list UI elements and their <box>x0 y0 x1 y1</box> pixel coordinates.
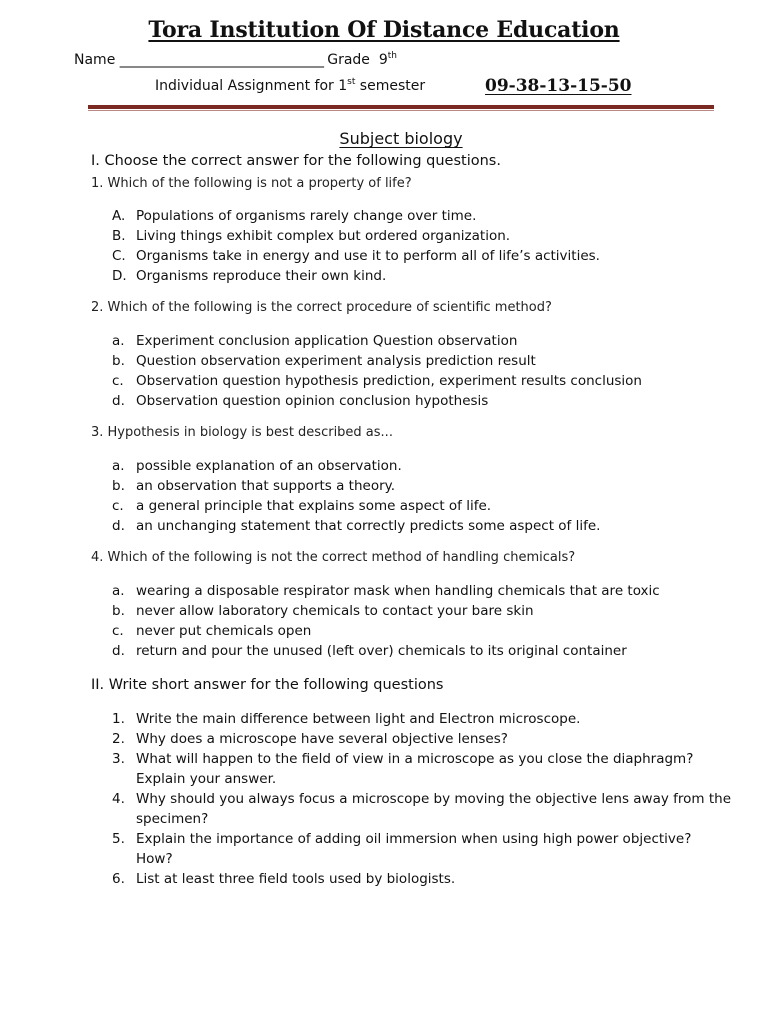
item-marker: 5. <box>112 831 125 847</box>
short-answer-item <box>112 709 732 729</box>
subject-heading: Subject biology <box>339 129 463 148</box>
item-text: Why should you always focus a microscope by moving the objective lens away from the specimen? <box>136 791 732 827</box>
item-text: Why does a microscope have several objective lenses? <box>136 731 508 747</box>
item-text: What will happen to the field of view in a microscope as you close the diaphragm? Explain your answer. <box>136 751 694 787</box>
option <box>112 581 660 601</box>
section-1-heading: I. Choose the correct answer for the following questions. <box>91 153 501 169</box>
grade-suffix: th <box>387 51 397 61</box>
item-text: Explain the importance of adding oil immersion when using high power objective? How? <box>136 831 692 867</box>
question-1: 1. Which of the following is not a property of life? <box>91 176 412 191</box>
item-text: Write the main difference between light and Electron microscope. <box>136 711 581 727</box>
option-marker: c. <box>112 373 124 389</box>
assignment-suffix: st <box>347 77 356 87</box>
option-text: never allow laboratory chemicals to contact your bare skin <box>136 603 534 619</box>
item-marker: 2. <box>112 731 125 747</box>
grade-value: 9 <box>378 52 388 68</box>
option-marker: a. <box>112 333 125 349</box>
item-marker: 6. <box>112 871 125 887</box>
option-marker: b. <box>112 603 125 619</box>
option-text: return and pour the unused (left over) chemicals to its original container <box>136 643 627 659</box>
option-text: an unchanging statement that correctly predicts some aspect of life. <box>136 518 601 534</box>
item-marker: 4. <box>112 791 125 807</box>
option-text: Organisms reproduce their own kind. <box>136 268 387 284</box>
question-2-options <box>112 331 642 411</box>
header-divider <box>88 105 714 109</box>
option <box>112 206 600 226</box>
option-text: Organisms take in energy and use it to perform all of life’s activities. <box>136 248 600 264</box>
short-answer-item <box>112 829 732 869</box>
option-text: Living things exhibit complex but ordered organization. <box>136 228 511 244</box>
option-text: a general principle that explains some aspect of life. <box>136 498 492 514</box>
short-answer-item <box>112 749 732 789</box>
option-marker: D. <box>112 268 127 284</box>
question-4-options <box>112 581 660 661</box>
short-answer-item <box>112 789 732 829</box>
option <box>112 496 600 516</box>
question-3: 3. Hypothesis in biology is best described as... <box>91 425 393 440</box>
phone-number: 09-38-13-15-50 <box>485 76 632 96</box>
institution-title: Tora Institution Of Distance Education <box>148 17 620 43</box>
option-text: an observation that supports a theory. <box>136 478 395 494</box>
option <box>112 476 600 496</box>
option-text: Observation question hypothesis prediction, experiment results conclusion <box>136 373 642 389</box>
option-marker: a. <box>112 583 125 599</box>
option <box>112 641 660 661</box>
question-1-options <box>112 206 600 286</box>
assignment-prefix: Individual Assignment for 1 <box>155 78 348 94</box>
item-marker: 3. <box>112 751 125 767</box>
assignment-rest: semester <box>355 78 426 94</box>
item-marker: 1. <box>112 711 125 727</box>
short-answer-item <box>112 729 732 749</box>
option-text: Experiment conclusion application Question observation <box>136 333 518 349</box>
name-blank: ___________________________________ <box>119 52 323 68</box>
option <box>112 456 600 476</box>
option <box>112 601 660 621</box>
option <box>112 266 600 286</box>
name-label: Name <box>74 52 116 68</box>
section-2-heading: II. Write short answer for the following questions <box>91 677 444 693</box>
short-answer-item <box>112 869 732 889</box>
question-3-options <box>112 456 600 536</box>
grade-label: Grade <box>327 52 370 68</box>
option-marker: d. <box>112 393 125 409</box>
option-marker: d. <box>112 518 125 534</box>
option-marker: b. <box>112 478 125 494</box>
option-marker: a. <box>112 458 125 474</box>
assignment-line <box>155 78 425 94</box>
option-marker: d. <box>112 643 125 659</box>
question-4: 4. Which of the following is not the correct method of handling chemicals? <box>91 550 576 565</box>
option <box>112 351 642 371</box>
option-text: Observation question opinion conclusion hypothesis <box>136 393 489 409</box>
item-text: List at least three field tools used by biologists. <box>136 871 456 887</box>
name-grade-line <box>74 52 397 68</box>
option <box>112 246 600 266</box>
option-marker: c. <box>112 623 124 639</box>
header-divider-thin <box>88 110 714 111</box>
option <box>112 331 642 351</box>
option <box>112 391 642 411</box>
option <box>112 516 600 536</box>
short-answer-list <box>112 709 732 889</box>
option-text: wearing a disposable respirator mask when handling chemicals that are toxic <box>136 583 660 599</box>
option-marker: C. <box>112 248 126 264</box>
option-marker: A. <box>112 208 126 224</box>
option-marker: c. <box>112 498 124 514</box>
option-marker: B. <box>112 228 126 244</box>
option-text: Populations of organisms rarely change over time. <box>136 208 477 224</box>
question-2: 2. Which of the following is the correct procedure of scientific method? <box>91 300 552 315</box>
option <box>112 226 600 246</box>
option-text: possible explanation of an observation. <box>136 458 402 474</box>
option-text: Question observation experiment analysis prediction result <box>136 353 536 369</box>
option <box>112 621 660 641</box>
option-marker: b. <box>112 353 125 369</box>
option <box>112 371 642 391</box>
option-text: never put chemicals open <box>136 623 312 639</box>
